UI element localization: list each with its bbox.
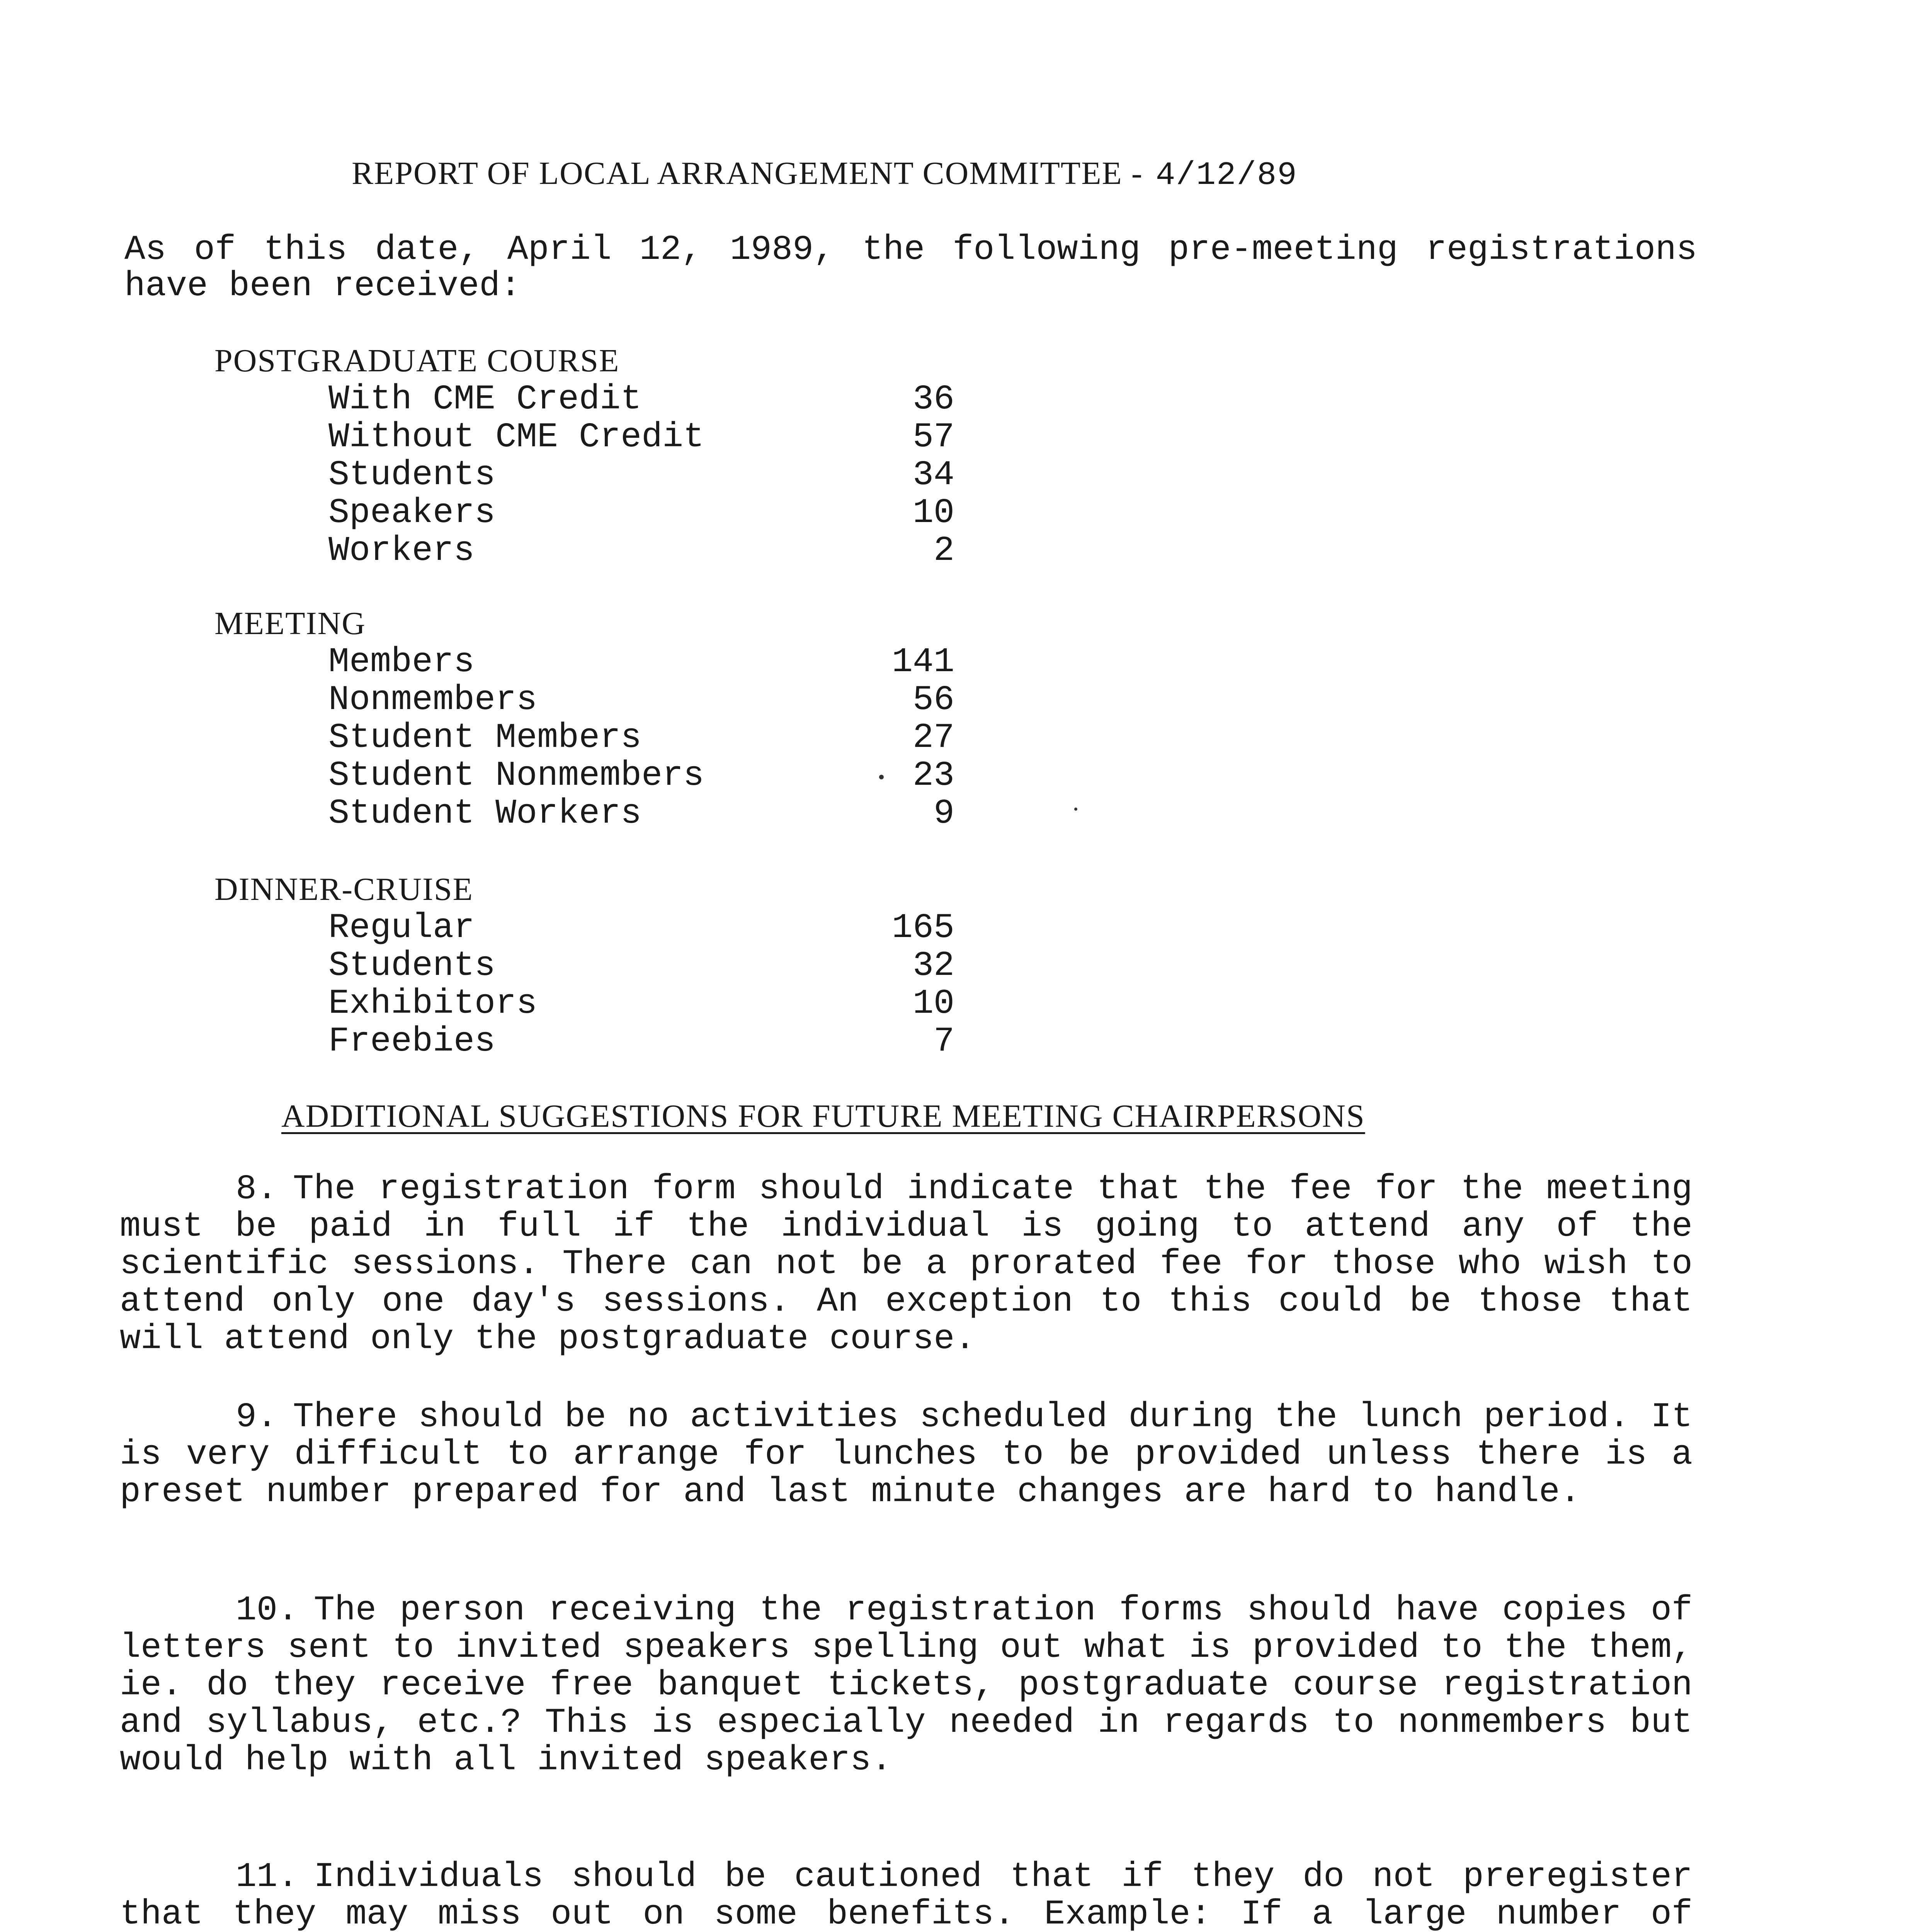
registration-count: 56 [912,680,954,720]
registration-row [328,643,954,681]
registration-row [328,1023,954,1061]
registration-label: Members [328,643,475,682]
registration-count: 141 [891,643,954,682]
registration-label: Students [328,946,496,986]
registration-count: 9 [933,794,954,833]
registration-label: Speakers [328,493,496,533]
registration-count: 36 [912,380,954,419]
registration-label: Nonmembers [328,680,538,720]
registration-row [328,494,954,532]
suggestion-text: The registration form should indicate that the fee for the meeting must be paid in full if the individual is going to attend any of the scientific sessions. There can not be a prorated fee for those who wish to attend only one day's sessions. An exception to this could be those that will attend only the postgraduate course. [120,1170,1692,1359]
registration-row [328,719,954,757]
registration-count: 7 [933,1022,954,1061]
suggestion-item [120,1859,1692,1932]
registration-row [328,681,954,719]
registration-label: Exhibitors [328,984,538,1024]
meeting-heading: MEETING [214,605,366,641]
postgraduate-heading: POSTGRADUATE COURSE [214,343,620,379]
registration-label: Regular [328,908,475,948]
registration-label: Student Workers [328,794,642,833]
suggestion-text: Individuals should be cautioned that if they do not preregister that they may miss out on some benefits. Example: If a large number of [120,1857,1692,1932]
registration-count: 10 [912,984,954,1024]
registration-label: Workers [328,531,475,571]
suggestion-number: 10. [236,1591,299,1630]
registration-count: 27 [912,718,954,758]
registration-label: Without CME Credit [328,418,704,457]
registration-label: Students [328,456,496,495]
registration-row [328,947,954,985]
registration-count: 32 [912,946,954,986]
registration-count: 57 [912,418,954,457]
registration-row [328,381,954,418]
registration-row [328,418,954,456]
registration-row [328,456,954,494]
registration-count: 10 [912,493,954,533]
registration-label: Student Members [328,718,642,758]
intro-paragraph: As of this date, April 12, 1989, the following pre-meeting registrations have been received: [124,230,1697,306]
suggestion-number: 9. [236,1398,278,1437]
suggestion-number: 11. [236,1857,299,1897]
registration-label: With CME Credit [328,380,642,419]
scan-speck [879,775,884,779]
registration-row [328,795,954,833]
registration-count: 34 [912,456,954,495]
scan-speck [1074,808,1077,811]
registration-count: 23 [912,756,954,796]
registration-label: Freebies [328,1022,496,1061]
report-title-text: REPORT OF LOCAL ARRANGEMENT COMMITTEE - [352,155,1143,191]
suggestions-title: ADDITIONAL SUGGESTIONS FOR FUTURE MEETING CHAIRPERSONS [281,1098,1365,1134]
registration-row [328,532,954,570]
suggestion-number: 8. [236,1170,278,1209]
registration-count: 2 [933,531,954,571]
registration-row [328,757,954,795]
suggestion-text: The person receiving the registration forms should have copies of letters sent to invited speakers spelling out what is provided to the them, ie. do they receive free banquet tickets, postgraduate course registration and syllabus, etc.? This is especially needed in regards to nonmembers but would help with all invited speakers. [120,1591,1692,1780]
registration-label: Student Nonmembers [328,756,704,796]
suggestion-item [120,1592,1692,1779]
registration-row [328,909,954,947]
report-title [352,155,1298,194]
report-date: 4/12/89 [1155,157,1298,194]
suggestion-item [120,1171,1692,1358]
suggestion-text: There should be no activities scheduled during the lunch period. It is very difficult to arrange for lunches to be provided unless there is a preset number prepared for and last minute changes are hard to handle. [120,1398,1692,1512]
suggestion-item [120,1399,1692,1511]
registration-row [328,985,954,1023]
registration-count: 165 [891,908,954,948]
dinner-cruise-heading: DINNER-CRUISE [214,871,473,907]
